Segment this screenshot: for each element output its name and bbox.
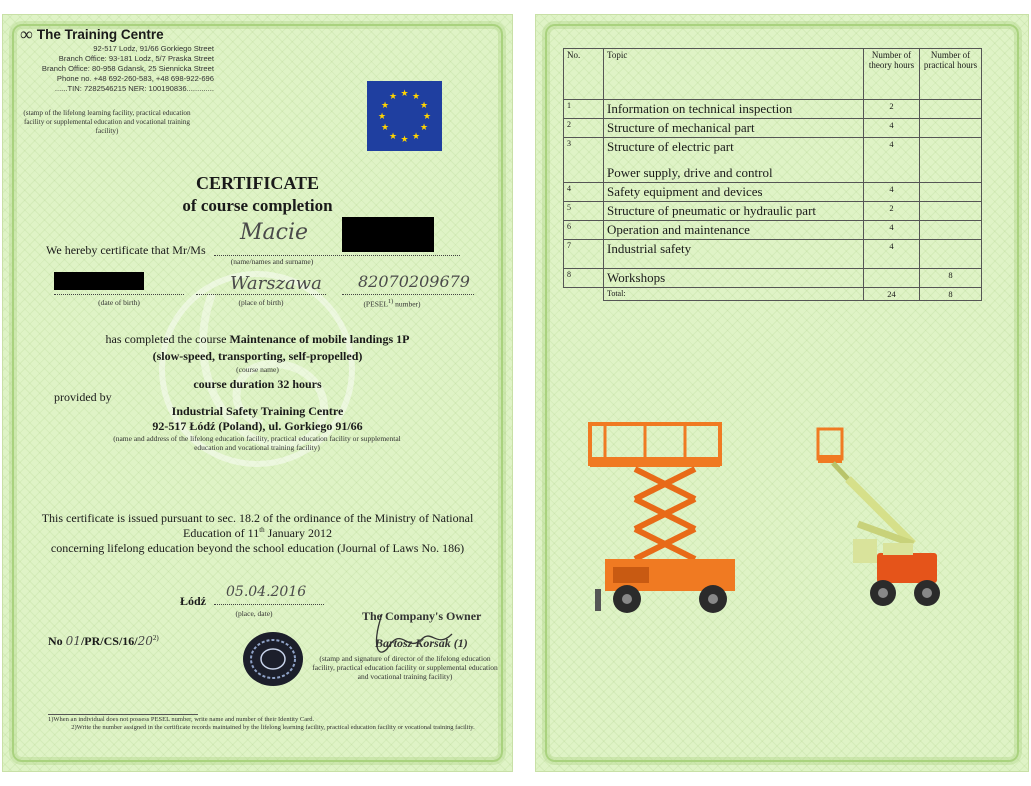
name-line <box>214 255 460 256</box>
date-line <box>214 604 324 605</box>
org-address <box>8 44 214 94</box>
scissor-lift-image <box>585 409 745 619</box>
dob-caption: (date of birth) <box>98 298 140 307</box>
header-topic: Topic <box>604 49 864 100</box>
svg-text:★: ★ <box>388 132 398 142</box>
header-theory: Number of theory hours <box>864 49 920 100</box>
address-line: Phone no. +48 692-260-583, +48 698-922-696 <box>56 74 214 83</box>
svg-text:★: ★ <box>388 92 398 102</box>
table-cell: Information on technical inspection <box>604 100 864 119</box>
table-cell: 7 <box>564 240 604 269</box>
redaction-bar <box>342 217 434 252</box>
table-cell: 4 <box>564 183 604 202</box>
issued-text-2: Education of 11th January 2012 <box>183 526 332 540</box>
place-line <box>196 294 326 295</box>
provided-by: provided by <box>54 390 112 404</box>
total-theory: 24 <box>864 288 920 301</box>
table-cell: 6 <box>564 221 604 240</box>
owner-name: Bartosz Korsak (1) <box>375 636 468 650</box>
table-cell: Structure of pneumatic or hydraulic part <box>604 202 864 221</box>
table-cell <box>920 138 982 183</box>
table-row <box>564 221 982 240</box>
svg-text:★: ★ <box>377 112 387 122</box>
eu-flag-icon <box>367 81 442 151</box>
table-cell: 2 <box>564 119 604 138</box>
table-cell: Structure of electric part Power supply, drive and control <box>604 138 864 183</box>
provider-address: 92-517 Łódź (Poland), ul. Gorkiego 91/66 <box>152 419 363 433</box>
provider-caption: (name and address of the lifelong education facility, practical education facility or supplemental education and vocational training facility) <box>113 434 401 452</box>
table-cell: 4 <box>864 119 920 138</box>
certify-text: We hereby certificate that Mr/Ms <box>46 243 206 257</box>
dob-line <box>54 294 184 295</box>
course-topics-table <box>563 48 982 301</box>
place-date-caption: (place, date) <box>235 609 273 618</box>
city: Łódź <box>180 594 207 608</box>
completed-prefix: has completed the course <box>105 332 230 346</box>
name-caption: (name/names and surname) <box>230 257 314 266</box>
org-logo <box>20 26 164 42</box>
table-header-row <box>564 49 982 100</box>
table-cell <box>920 100 982 119</box>
table-cell <box>920 240 982 269</box>
footnote-1: 1)When an individual does not possess PESEL number, write name and number of their Identity Card. <box>48 716 315 723</box>
hologram-seal-icon <box>242 630 304 688</box>
issued-text-1: This certificate is issued pursuant to sec. 18.2 of the ordinance of the Ministry of National <box>41 511 474 525</box>
table-total-row <box>564 288 982 301</box>
owner-caption: (stamp and signature of director of the lifelong education facility, practical education facility or supplemental education and vocational training facility) <box>312 654 498 681</box>
course-line <box>2 332 513 347</box>
table-cell <box>920 221 982 240</box>
table-cell: 5 <box>564 202 604 221</box>
svg-text:★: ★ <box>419 101 429 111</box>
course-duration: course duration 32 hours <box>193 377 322 391</box>
table-cell: Industrial safety <box>604 240 864 269</box>
certificate-subtitle: of course completion <box>182 196 333 215</box>
table-cell: Safety equipment and devices <box>604 183 864 202</box>
table-cell: 8 <box>920 269 982 288</box>
place-caption: (place of birth) <box>238 298 284 307</box>
course-name-2: (slow-speed, transporting, self-propelled) <box>152 349 363 363</box>
table-cell: Operation and maintenance <box>604 221 864 240</box>
svg-text:★: ★ <box>411 92 421 102</box>
footnote-2: 2)Write the number assigned in the certificate records maintained by the lifelong learning facility, practical education facility or vocational training facility. <box>71 724 475 731</box>
table-cell: Workshops <box>604 269 864 288</box>
redaction-bar <box>54 272 144 290</box>
pesel-caption: (PESEL$^{1)}$ number) <box>363 298 421 309</box>
address-line: ......TIN: 7282546215 NER: 100190836............. <box>54 84 214 93</box>
address-line: Branch Office: 93-181 Lodz, 5/7 Praska Street <box>58 54 214 63</box>
footnote-divider <box>48 714 198 715</box>
address-line: Branch Office: 80-958 Gdansk, 25 Siennicka Street <box>41 64 214 73</box>
certificate-number: No 01/PR/CS/16/20$^{2)}$ <box>48 634 159 648</box>
provider-name: Industrial Safety Training Centre <box>171 404 344 418</box>
table-cell: 2 <box>864 202 920 221</box>
header-no: No. <box>564 49 604 100</box>
address-line: 92-517 Lodz, 91/66 Gorkiego Street <box>93 44 214 53</box>
stamp-note: (stamp of the lifelong learning facility, practical education facility or supplemental education and vocational training facility) <box>23 109 191 135</box>
table-cell <box>864 269 920 288</box>
issued-text-3: concerning lifelong education beyond the school education (Journal of Laws No. 186) <box>50 541 465 555</box>
course-caption: (course name) <box>236 365 279 374</box>
svg-text:★: ★ <box>422 112 432 122</box>
table-cell: 4 <box>864 221 920 240</box>
table-row <box>564 202 982 221</box>
owner-title: The Company's Owner <box>362 609 482 623</box>
svg-text:★: ★ <box>400 89 409 99</box>
table-cell: 4 <box>864 240 920 269</box>
svg-text:★: ★ <box>400 135 409 145</box>
table-row <box>564 240 982 269</box>
total-practical: 8 <box>920 288 982 301</box>
table-cell <box>920 119 982 138</box>
course-name: Maintenance of mobile landings 1P <box>229 332 410 346</box>
certificate-title: CERTIFICATE <box>195 173 320 193</box>
table-cell <box>920 183 982 202</box>
table-row <box>564 269 982 288</box>
table-cell: 3 <box>564 138 604 183</box>
total-label: Total: <box>604 288 864 301</box>
handwritten-date: 05.04.2016 <box>226 584 307 600</box>
handwritten-pesel: 82070209679 <box>358 272 470 291</box>
table-cell <box>564 288 604 301</box>
table-cell: 2 <box>864 100 920 119</box>
handwritten-place: Warszawa <box>230 273 322 294</box>
boom-lift-image <box>813 419 953 619</box>
header-practical: Number of practical hours <box>920 49 982 100</box>
table-cell <box>920 202 982 221</box>
table-cell: 4 <box>864 138 920 183</box>
certificate-back-page <box>535 14 1029 772</box>
table-cell: 1 <box>564 100 604 119</box>
svg-text:★: ★ <box>411 132 421 142</box>
svg-text:★: ★ <box>380 101 390 111</box>
table-cell: Structure of mechanical part <box>604 119 864 138</box>
table-cell: 4 <box>864 183 920 202</box>
table-row <box>564 183 982 202</box>
org-name: The Training Centre <box>36 26 164 42</box>
table-cell: 8 <box>564 269 604 288</box>
pesel-line <box>342 294 474 295</box>
handwritten-name: Macie <box>240 220 309 245</box>
table-row <box>564 119 982 138</box>
table-row <box>564 138 982 183</box>
table-row <box>564 100 982 119</box>
logo-icon: ∞ <box>20 24 33 44</box>
svg-text:★: ★ <box>419 123 429 133</box>
svg-text:★: ★ <box>380 123 390 133</box>
certificate-front-page <box>2 14 513 772</box>
